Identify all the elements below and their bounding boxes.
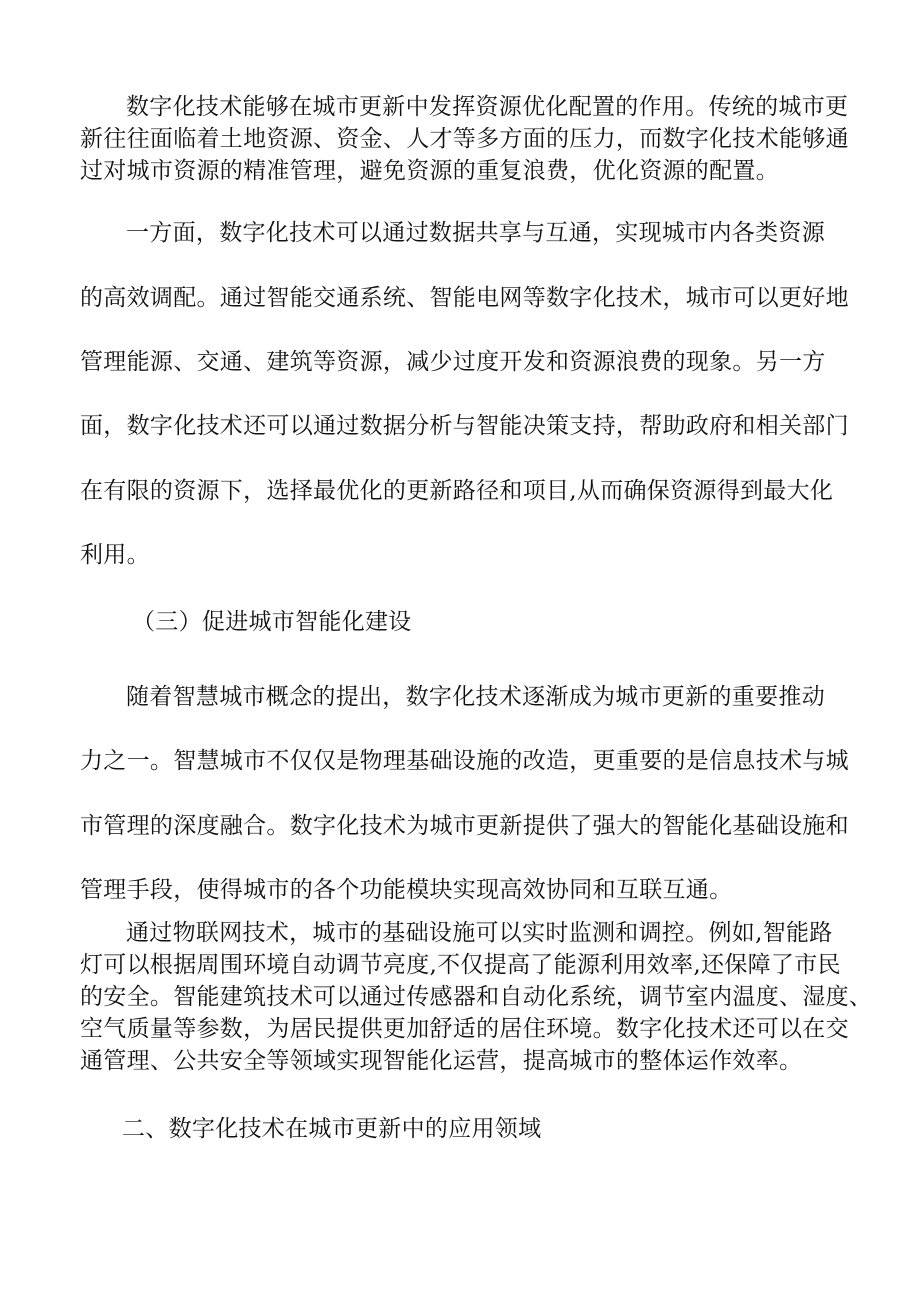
paragraph-3-line-2: 力之一。智慧城市不仅仅是物理基础设施的改造，更重要的是信息技术与城 [80, 748, 849, 774]
paragraph-4-line-5: 通管理、公共安全等领域实现智能化运营，提高城市的整体运作效率。 [80, 1048, 803, 1074]
paragraph-1-line-3: 过对城市资源的精准管理，避免资源的重复浪费，优化资源的配置。 [80, 158, 779, 184]
paragraph-3-line-3: 市管理的深度融合。数字化技术为城市更新提供了强大的智能化基础设施和 [80, 813, 849, 839]
paragraph-4-line-2: 灯可以根据周围环境自动调节亮度,不仅提高了能源利用效率,还保障了市民 [80, 952, 841, 978]
paragraph-2-line-1: 一方面，数字化技术可以通过数据共享与互通，实现城市内各类资源 [126, 220, 825, 246]
paragraph-3-line-4: 管理手段，使得城市的各个功能模块实现高效协同和互联互通。 [80, 877, 733, 903]
paragraph-4-line-3: 的安全。智能建筑技术可以通过传感器和自动化系统，调节室内温度、湿度、 [80, 984, 873, 1010]
paragraph-4-line-4: 空气质量等参数，为居民提供更加舒适的居住环境。数字化技术还可以在交 [80, 1016, 849, 1042]
paragraph-3-line-1: 随着智慧城市概念的提出，数字化技术逐渐成为城市更新的重要推动 [126, 684, 825, 710]
subheading-3: （三）促进城市智能化建设 [132, 609, 412, 635]
paragraph-2-line-2: 的高效调配。通过智能交通系统、智能电网等数字化技术，城市可以更好地 [80, 285, 849, 311]
paragraph-1-line-1: 数字化技术能够在城市更新中发挥资源优化配置的作用。传统的城市更 [126, 94, 849, 120]
paragraph-2-line-6: 利用。 [80, 542, 150, 568]
paragraph-1-line-2: 新往往面临着土地资源、资金、人才等多方面的压力，而数字化技术能够通 [80, 126, 849, 152]
paragraph-2-line-4: 面，数字化技术还可以通过数据分析与智能决策支持，帮助政府和相关部门 [80, 413, 849, 439]
paragraph-4-line-1: 通过物联网技术，城市的基础设施可以实时监测和调控。例如,智能路 [126, 920, 833, 946]
paragraph-2-line-5: 在有限的资源下，选择最优化的更新路径和项目,从而确保资源得到最大化 [80, 478, 834, 504]
paragraph-2-line-3: 管理能源、交通、建筑等资源，减少过度开发和资源浪费的现象。另一方 [80, 349, 826, 375]
section-heading-2: 二、数字化技术在城市更新中的应用领域 [122, 1116, 542, 1142]
